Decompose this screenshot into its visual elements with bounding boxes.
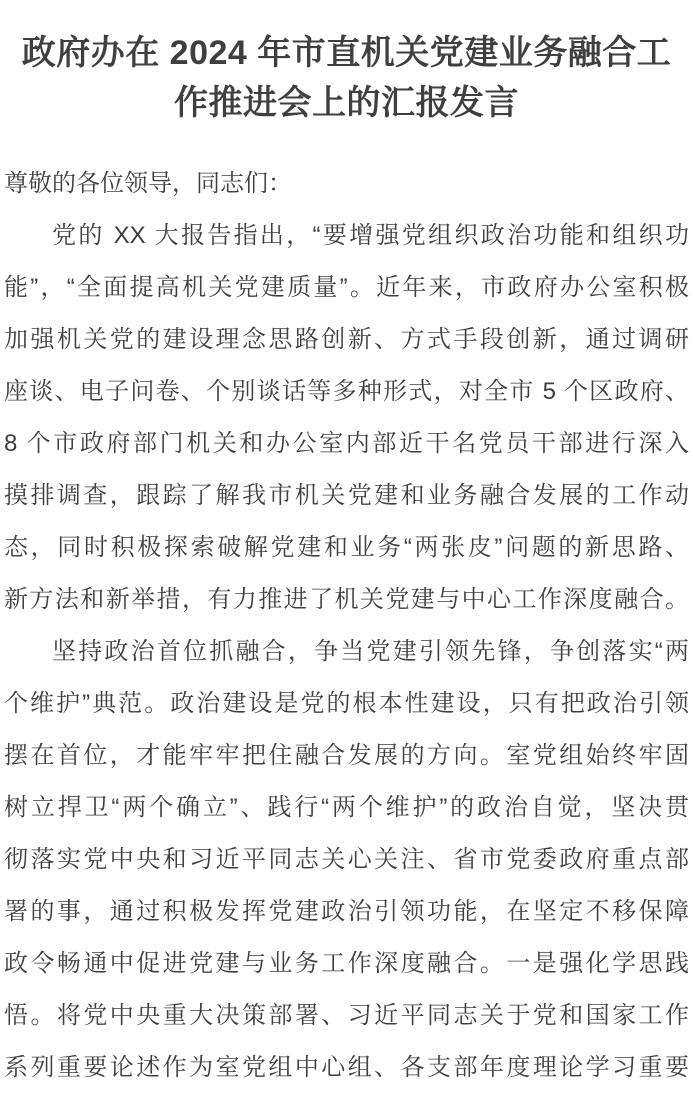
paragraph-line: 系列重要论述作为室党组中心组、各支部年度理论学习重要 [4,1054,689,1081]
title-line: 政府办在 2024 年市直机关党建业务融合工 [21,34,672,72]
paragraph-line: 态，同时积极探索破解党建和业务“两张皮”问题的新思路、 [4,534,689,561]
paragraph-line: 摸排调查，跟踪了解我市机关党建和业务融合发展的工作动 [4,482,689,509]
paragraph-line: 树立捍卫“两个确立”、践行“两个维护”的政治自觉，坚决贯 [4,794,689,821]
salutation-line: 尊敬的各位领导，同志们： [4,170,292,197]
paragraph-line: 政令畅通中促进党建与业务工作深度融合。一是强化学思践 [4,950,689,977]
paragraph-line: 个维护”典范。政治建设是党的根本性建设，只有把政治引领 [4,690,689,717]
paragraph-line: 党的 XX 大报告指出，“要增强党组织政治功能和组织功 [52,222,689,249]
paragraph-line: 署的事，通过积极发挥党建政治引领功能，在坚定不移保障 [4,898,689,925]
paragraphs-container [4,210,689,1094]
paragraph-line: 悟。将党中央重大决策部署、习近平同志关于党和国家工作 [4,1002,689,1029]
title-line: 作推进会上的汇报发言 [174,84,519,122]
document-body [4,158,689,1094]
paragraph-line: 8 个市政府部门机关和办公室内部近干名党员干部进行深入 [4,430,689,457]
paragraph-line: 新方法和新举措，有力推进了机关党建与中心工作深度融合。 [4,586,689,613]
paragraph-line: 坚持政治首位抓融合，争当党建引领先锋，争创落实“两 [52,638,689,665]
paragraph-line: 摆在首位，才能牢牢把住融合发展的方向。室党组始终牢固 [4,742,689,769]
document-title [3,28,690,128]
paragraph-line: 彻落实党中央和习近平同志关心关注、省市党委政府重点部 [4,846,689,873]
paragraph-line: 座谈、电子问卷、个别谈话等多种形式，对全市 5 个区政府、 [4,378,689,405]
paragraph-line: 能”，“全面提高机关党建质量”。近年来，市政府办公室积极 [4,274,689,301]
paragraph-line: 加强机关党的建设理念思路创新、方式手段创新，通过调研 [4,326,689,353]
